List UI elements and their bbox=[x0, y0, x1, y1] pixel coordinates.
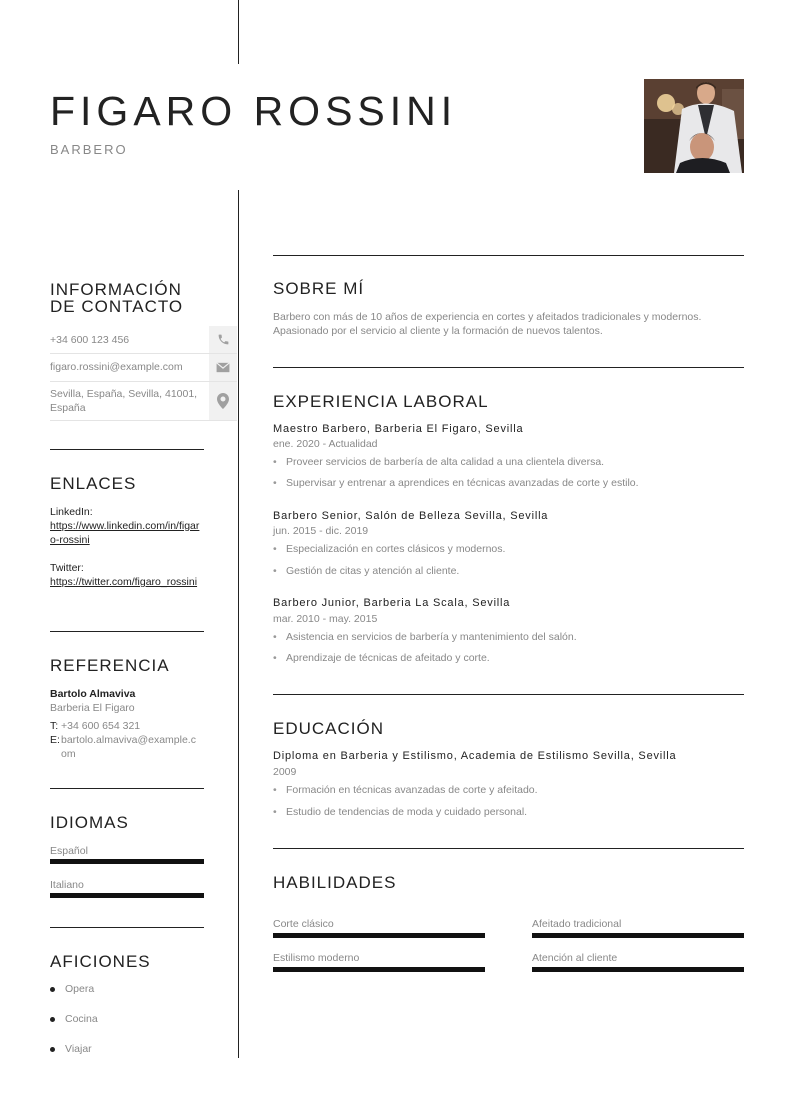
hobby-label: Cocina bbox=[65, 1013, 98, 1025]
reference-phone-row bbox=[50, 719, 205, 733]
hobby-label: Opera bbox=[65, 983, 95, 995]
job-entry-title: Maestro Barbero, Barberia El Figaro, Sevilla bbox=[273, 423, 524, 435]
profile-photo bbox=[644, 79, 744, 173]
education-date: 2009 bbox=[273, 766, 297, 778]
language-item bbox=[50, 879, 204, 898]
reference-heading: REFERENCIA bbox=[50, 656, 170, 675]
divider bbox=[273, 367, 744, 368]
job-bullet-text: Especialización en cortes clásicos y modernos. bbox=[286, 543, 506, 555]
reference-email-label: E: bbox=[50, 734, 60, 746]
hobby-item bbox=[50, 1043, 92, 1055]
job-bullet-text: Aprendizaje de técnicas de afeitado y corte. bbox=[286, 652, 490, 664]
job-entry-date: mar. 2010 - may. 2015 bbox=[273, 613, 378, 625]
reference-block bbox=[50, 687, 205, 761]
linkedin-label: LinkedIn: bbox=[50, 506, 93, 518]
reference-phone: +34 600 654 321 bbox=[61, 720, 141, 732]
skill-level-bar bbox=[273, 933, 485, 938]
bullet-dot bbox=[50, 1017, 55, 1022]
contact-heading-line1: INFORMACIÓN bbox=[50, 280, 182, 299]
language-level-bar bbox=[50, 893, 204, 898]
job-entry-title: Barbero Junior, Barberia La Scala, Sevilla bbox=[273, 597, 511, 609]
linkedin-link[interactable]: https://www.linkedin.com/in/figaro-rossini bbox=[50, 520, 200, 546]
hobby-label: Viajar bbox=[65, 1043, 92, 1055]
job-bullet: • Aprendizaje de técnicas de afeitado y corte. bbox=[273, 652, 490, 664]
contact-phone: +34 600 123 456 bbox=[50, 334, 130, 346]
twitter-label: Twitter: bbox=[50, 562, 84, 574]
hobbies-heading: AFICIONES bbox=[50, 952, 151, 971]
column-divider bbox=[238, 190, 239, 1058]
divider bbox=[50, 927, 204, 928]
job-bullet: • Supervisar y entrenar a aprendices en técnicas avanzadas de corte y estilo. bbox=[273, 477, 639, 489]
candidate-name: FIGARO ROSSINI bbox=[50, 88, 458, 134]
hobby-item bbox=[50, 1013, 98, 1025]
skills-heading: HABILIDADES bbox=[273, 873, 397, 892]
reference-phone-label: T: bbox=[50, 720, 59, 732]
divider bbox=[273, 255, 744, 256]
education-bullet: • Formación en técnicas avanzadas de corte y afeitado. bbox=[273, 784, 538, 796]
about-heading: SOBRE MÍ bbox=[273, 279, 365, 298]
job-bullet-text: Asistencia en servicios de barbería y mantenimiento del salón. bbox=[286, 631, 577, 643]
education-title: Diploma en Barberia y Estilismo, Academia de Estilismo Sevilla, Sevilla bbox=[273, 750, 677, 762]
location-pin-icon bbox=[209, 382, 237, 420]
contact-address: Sevilla, España, Sevilla, 41001, España bbox=[50, 388, 198, 414]
job-entry-title: Barbero Senior, Salón de Belleza Sevilla, Sevilla bbox=[273, 510, 549, 522]
education-bullet-text: Estudio de tendencias de moda y cuidado personal. bbox=[286, 806, 528, 818]
contact-heading-line2: DE CONTACTO bbox=[50, 297, 184, 316]
education-bullet: • Estudio de tendencias de moda y cuidado personal. bbox=[273, 806, 528, 818]
top-divider bbox=[238, 0, 239, 64]
job-bullet: • Gestión de citas y atención al cliente. bbox=[273, 565, 460, 577]
skill-item bbox=[532, 952, 744, 972]
about-text: Barbero con más de 10 años de experiencia en cortes y afeitados tradicionales y modernos. Apasionado por el servicio al cliente y la formación de nuevos talentos. bbox=[273, 311, 702, 337]
skill-level-bar bbox=[532, 933, 744, 938]
skill-name: Corte clásico bbox=[273, 918, 334, 930]
contact-phone-row bbox=[50, 326, 237, 354]
education-bullet-text: Formación en técnicas avanzadas de corte y afeitado. bbox=[286, 784, 538, 796]
reference-email: bartolo.almaviva@example.com bbox=[61, 734, 196, 760]
divider bbox=[50, 788, 204, 789]
reference-company: Barberia El Figaro bbox=[50, 702, 135, 714]
spacer bbox=[50, 547, 205, 561]
hobby-item bbox=[50, 983, 94, 995]
reference-name: Bartolo Almaviva bbox=[50, 688, 136, 700]
phone-icon bbox=[209, 326, 237, 353]
skill-item bbox=[273, 918, 485, 938]
contact-address-row bbox=[50, 382, 237, 421]
job-bullet-text: Supervisar y entrenar a aprendices en técnicas avanzadas de corte y estilo. bbox=[286, 477, 639, 489]
links-list bbox=[50, 505, 205, 589]
bullet-dot bbox=[50, 1047, 55, 1052]
job-bullet: • Proveer servicios de barbería de alta calidad a una clientela diversa. bbox=[273, 456, 605, 468]
skill-name: Afeitado tradicional bbox=[532, 918, 622, 930]
experience-heading: EXPERIENCIA LABORAL bbox=[273, 392, 489, 411]
skill-name: Atención al cliente bbox=[532, 952, 618, 964]
contact-heading bbox=[50, 281, 205, 315]
divider bbox=[273, 848, 744, 849]
divider bbox=[273, 694, 744, 695]
twitter-link[interactable]: https://twitter.com/figaro_rossini bbox=[50, 576, 198, 588]
job-bullet: • Asistencia en servicios de barbería y mantenimiento del salón. bbox=[273, 631, 577, 643]
job-bullet-text: Gestión de citas y atención al cliente. bbox=[286, 565, 460, 577]
job-bullet-text: Proveer servicios de barbería de alta calidad a una clientela diversa. bbox=[286, 456, 605, 468]
language-level-bar bbox=[50, 859, 204, 864]
job-entry-date: ene. 2020 - Actualidad bbox=[273, 438, 378, 450]
envelope-icon bbox=[209, 354, 237, 381]
reference-email-row bbox=[50, 733, 205, 761]
job-entry-date: jun. 2015 - dic. 2019 bbox=[273, 525, 369, 537]
bullet-dot bbox=[50, 987, 55, 992]
divider bbox=[50, 449, 204, 450]
contact-email-row bbox=[50, 354, 237, 382]
skill-level-bar bbox=[532, 967, 744, 972]
language-item bbox=[50, 845, 204, 864]
language-name: Español bbox=[50, 845, 88, 857]
job-bullet: • Especialización en cortes clásicos y modernos. bbox=[273, 543, 506, 555]
job-title: BARBERO bbox=[50, 142, 128, 157]
contact-email: figaro.rossini@example.com bbox=[50, 361, 183, 373]
skill-name: Estilismo moderno bbox=[273, 952, 360, 964]
skill-item bbox=[273, 952, 485, 972]
skill-item bbox=[532, 918, 744, 938]
education-heading: EDUCACIÓN bbox=[273, 719, 385, 738]
languages-heading: IDIOMAS bbox=[50, 813, 129, 832]
links-heading: ENLACES bbox=[50, 474, 137, 493]
language-name: Italiano bbox=[50, 879, 84, 891]
skill-level-bar bbox=[273, 967, 485, 972]
divider bbox=[50, 631, 204, 632]
